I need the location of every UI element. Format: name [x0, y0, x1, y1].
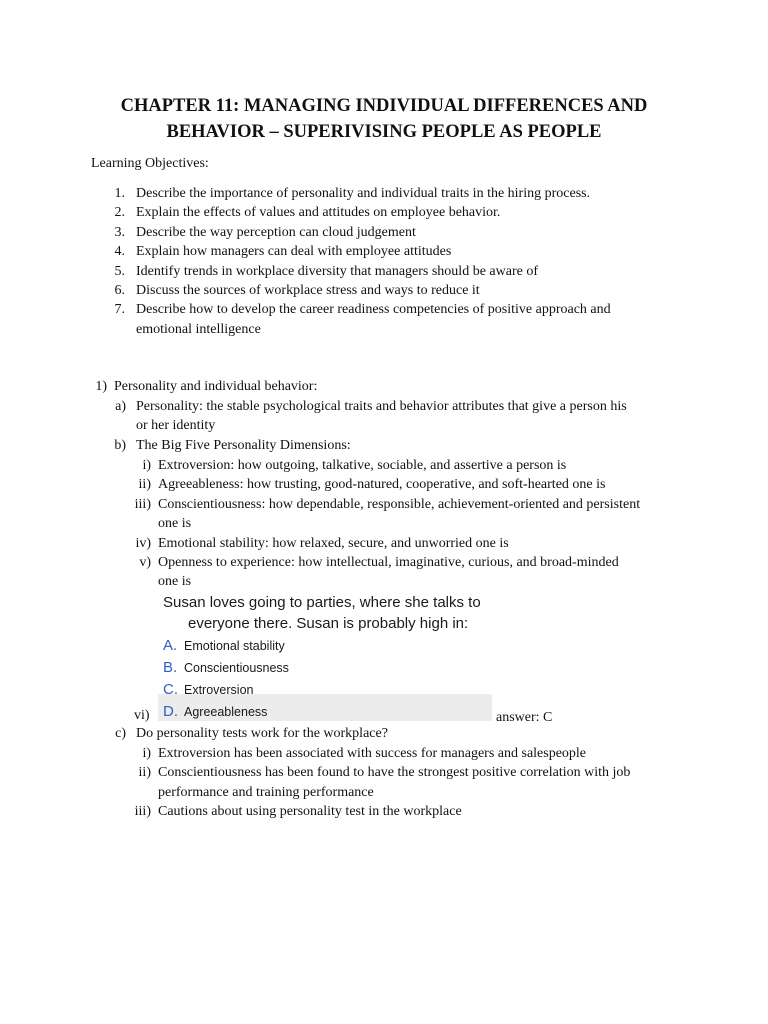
outline-section-1 [0, 377, 768, 396]
item-number: 5. [114, 263, 125, 279]
objective-item [0, 184, 768, 203]
item-number: b) [114, 438, 126, 453]
item-number: 7. [114, 302, 125, 318]
item-text: Cautions about using personality test in the workplace [158, 804, 462, 820]
big-five-dimension [0, 495, 768, 534]
item-text: Describe the way perception can cloud judgement [136, 224, 416, 240]
item-text: emotional intelligence [136, 321, 261, 337]
item-number: c) [115, 726, 126, 741]
item-text: Extroversion: how outgoing, talkative, sociable, and assertive a person is [158, 458, 567, 473]
big-five-dimension [0, 553, 768, 592]
item-text: Explain how managers can deal with employee attitudes [136, 244, 452, 260]
item-text: Extroversion has been associated with success for managers and salespeople [158, 746, 587, 761]
item-number: 2. [114, 205, 125, 221]
learning-objectives-heading: Learning Objectives: [91, 156, 209, 171]
item-number: 6. [114, 283, 125, 298]
item-number: ii) [138, 477, 151, 493]
item-text: Personality: the stable psychological traits and behavior attributes that give a person his [136, 399, 627, 414]
outline-item-a [0, 397, 768, 436]
item-text: Describe the importance of personality and individual traits in the hiring process. [136, 186, 591, 201]
item-text: Personality and individual behavior: [114, 379, 318, 394]
item-number: v) [139, 555, 151, 570]
item-number: 4. [114, 244, 125, 260]
quiz-slide-image [158, 590, 492, 721]
chapter-title-line-2: BEHAVIOR – SUPERIVISING PEOPLE AS PEOPLE [166, 122, 602, 142]
item-text: Identify trends in workplace diversity that managers should be aware of [136, 263, 538, 279]
quiz-option-a [163, 635, 285, 657]
personality-test-point [0, 763, 768, 802]
item-text: one is [158, 574, 192, 590]
objective-item [0, 262, 768, 281]
quiz-question-line-2: everyone there. Susan is probably high in: [188, 615, 469, 632]
quiz-option-b [163, 657, 289, 679]
objective-item [0, 223, 768, 242]
big-five-dimension [0, 456, 768, 475]
outline-item-c [0, 724, 768, 743]
item-number: iii) [134, 804, 151, 820]
item-text: Conscientiousness has been found to have the strongest positive correlation with job [158, 765, 631, 781]
item-number: iii) [134, 496, 151, 512]
quiz-answer: answer: C [496, 710, 553, 725]
item-text: Openness to experience: how intellectual, imaginative, curious, and broad-minded [158, 555, 619, 570]
item-text: Discuss the sources of workplace stress and ways to reduce it [136, 283, 480, 298]
item-number: a) [115, 399, 126, 414]
objective-item [0, 242, 768, 261]
item-text: Conscientiousness: how dependable, responsible, achievement-oriented and persistent [158, 496, 641, 512]
item-text: Do personality tests work for the workplace? [136, 726, 388, 741]
item-number: iv) [135, 535, 151, 551]
item-text: Emotional stability: how relaxed, secure, and unworried one is [158, 535, 509, 551]
item-number: 1. [114, 186, 125, 201]
chapter-title [60, 93, 708, 145]
item-text: Explain the effects of values and attitudes on employee behavior. [136, 205, 501, 221]
quiz-option-c [163, 679, 253, 701]
item-number: ii) [138, 765, 151, 781]
quiz-option-letter: A. [163, 637, 178, 654]
item-text: performance and training performance [158, 784, 374, 800]
big-five-dimension [0, 534, 768, 553]
quiz-option-letter: D. [163, 703, 178, 720]
item-text: one is [158, 516, 192, 532]
item-text: The Big Five Personality Dimensions: [136, 438, 351, 453]
quiz-option-text: Conscientiousness [184, 661, 289, 675]
outline-item-vi-number: vi) [134, 708, 150, 723]
personality-test-point [0, 802, 768, 821]
quiz-option-d [163, 701, 267, 723]
quiz-option-text: Extroversion [184, 683, 254, 697]
quiz-option-text: Agreeableness [184, 705, 268, 719]
objective-item [0, 300, 768, 339]
item-number: 1) [95, 379, 107, 394]
item-text: Agreeableness: how trusting, good-natured, cooperative, and soft-hearted one is [158, 477, 606, 493]
item-number: 3. [114, 224, 125, 240]
quiz-option-letter: C. [163, 681, 178, 698]
quiz-question-line-1: Susan loves going to parties, where she talks to [163, 594, 481, 611]
objective-item [0, 281, 768, 300]
chapter-title-line-1: CHAPTER 11: MANAGING INDIVIDUAL DIFFERENCES AND [120, 96, 648, 116]
item-number: i) [142, 458, 151, 473]
quiz-option-letter: B. [163, 659, 178, 676]
item-number: i) [142, 746, 151, 761]
objective-item [0, 203, 768, 222]
item-text: Describe how to develop the career readiness competencies of positive approach and [136, 302, 611, 318]
outline-item-b [0, 436, 768, 455]
big-five-dimension [0, 475, 768, 494]
personality-test-point [0, 744, 768, 763]
item-text: or her identity [136, 418, 216, 434]
quiz-option-text: Emotional stability [184, 639, 285, 653]
